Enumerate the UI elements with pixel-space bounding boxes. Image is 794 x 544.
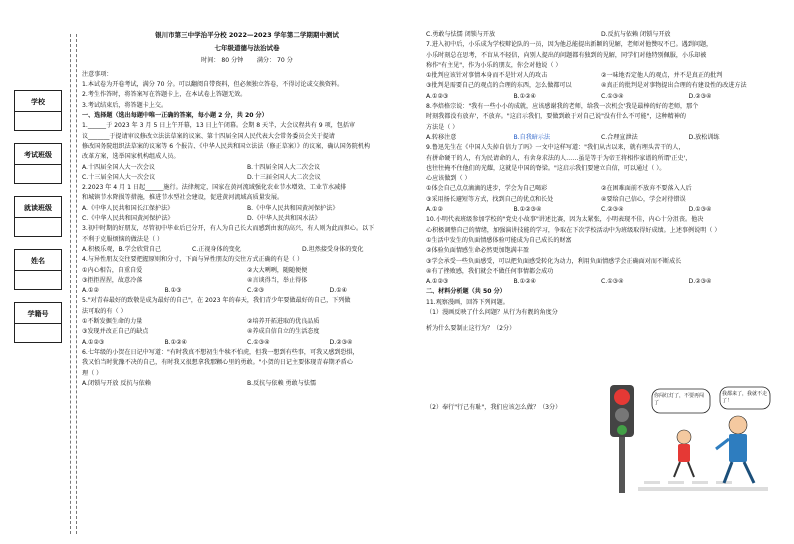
q1-option-d[interactable]: D.十三届全国人大二次会议 — [247, 173, 321, 181]
q2-line-1: 2.2023 年 4 月 1 日起______施行。法律规定，国家在黄河流域强化农业节水增效、工业节水减排 — [82, 184, 347, 192]
score-value: 70 分 — [277, 56, 293, 64]
q4-option-d[interactable]: D.①④ — [329, 287, 348, 295]
q5-items-row1 — [82, 317, 412, 327]
q6-option-b[interactable]: B.反抗与依赖 勇敢与怯懦 — [247, 379, 316, 387]
q4-option-a[interactable]: A.①② — [82, 287, 99, 295]
q10-item-1: ①生活中发生的负面情感体验可能成为自己成长的财富 — [426, 236, 572, 244]
q10-option-d[interactable]: D.②③④ — [688, 278, 712, 286]
q8-option-d[interactable]: D.放松训练 — [688, 133, 720, 141]
section1-title: 一、选择题（选出每题中唯一正确的答案，每小题 2 分，共 20 分） — [82, 112, 268, 120]
q7-items-row2 — [426, 81, 776, 91]
crosswalk — [638, 481, 768, 491]
right-column — [426, 30, 776, 413]
q6-option-d[interactable]: D.反抗与依赖 闭锁与开放 — [601, 31, 671, 38]
q1-options-row1 — [82, 163, 412, 173]
q5-line-2: 法可取的有（ ） — [82, 307, 127, 315]
notice-item-3: 3.考试结束后，将答题卡上交。 — [82, 101, 168, 109]
q8-option-c[interactable]: C.合理宣泄法 — [601, 133, 638, 141]
q8-option-a[interactable]: A.转移注意 — [426, 133, 457, 141]
bubble-text-right — [722, 390, 768, 408]
child-figure — [674, 430, 694, 477]
q3-options — [82, 245, 412, 255]
q10-options — [426, 277, 776, 287]
q2-option-d[interactable]: D.《中华人民共和国水法》 — [247, 215, 321, 223]
time-value: 80 分钟 — [221, 56, 244, 64]
q9-items-row1 — [426, 184, 776, 194]
q7-item-3: ③批判是需要自己的观点的合理的东西，怎么做都可以 — [426, 82, 572, 90]
q8-line-1: 8.李焙格宗说："我有一些小小的成就，应该感谢我的老师，给我一次机会'我是最棒的好的老师，那个 — [426, 103, 699, 111]
name-blank[interactable] — [15, 271, 61, 289]
q9-item-2: ②在困难面前不放弃不要落入人后 — [601, 185, 692, 193]
traffic-light-pole — [619, 437, 625, 493]
notice-title: 注意事项： — [82, 70, 113, 78]
q3-option-c[interactable]: C.正视身体的变化 — [192, 245, 241, 253]
q5-item-3: ③发现并改正自己的缺点 — [82, 328, 149, 336]
q3-option-d[interactable]: D.坦然接受身体的变化 — [302, 245, 364, 253]
left-column — [82, 30, 412, 389]
q5-item-1: ①不断发掘生命的力量 — [82, 318, 143, 326]
q3-option-ab[interactable]: A.积极乐观，B.学会欣赏自己 — [82, 245, 162, 253]
q11-title: 11.观察漫画，回答下列问题。 — [426, 298, 509, 306]
name-field[interactable] — [14, 249, 62, 290]
q6-option-c[interactable]: C.勇敢与怯懦 闭锁与开放 — [426, 31, 496, 38]
q4-item-4: ④言谈得当，举止得体 — [247, 276, 308, 284]
q9-item-4: ④要给自己信心，学会对待错误 — [601, 195, 686, 203]
q6-options-right — [426, 30, 776, 40]
q11-1-line-2: 析为什么要制止这行为？（2分） — [426, 325, 516, 333]
q1-line-4: 改革方案，选举国家机构组成人员。 — [82, 153, 180, 161]
q9-option-d[interactable]: D.①③④ — [688, 206, 712, 214]
q2-options-row2 — [82, 214, 412, 224]
bubble-text-right-content: 我都来了，我就不走了！ — [722, 391, 768, 404]
bubble-text-left-content: 你闯红灯了，不要再闯了 — [654, 393, 705, 406]
notice-item-1: 1.本试卷为开卷考试，满分 70 分。可以翻阅自带资料，但必须独立答卷，不得讨论或交换资料。 — [82, 81, 344, 89]
q2-option-a[interactable]: A.《中华人民共和国长江保护法》 — [82, 204, 174, 212]
q8-option-b[interactable]: B.自我暗示法 — [513, 133, 551, 141]
student-id-field[interactable] — [14, 302, 62, 343]
q6-option-a[interactable]: A.闭锁与开放 反抗与依赖 — [82, 379, 151, 387]
q4-items-row1 — [82, 266, 412, 276]
q7-line-3: 称作"有主见"，作为小乐的朋友，你会对他说（ ） — [426, 61, 562, 69]
green-light-icon — [617, 425, 627, 435]
q4-item-2: ②大大咧咧，随随便便 — [247, 266, 308, 274]
q9-line-4: 心应该做到（ ） — [426, 175, 471, 183]
q6-line-2: 我又怕当时犹豫不决的自己，有时我又很想拿我那颗心里的勇敢。"小贺的日记主要体现青春期矛盾心 — [82, 359, 353, 367]
q10-line-1: 10.小明代表班级参加学校的"党史小故事"讲述比赛，因为太紧张，小明表现不佳，内心十分沮丧。他决 — [426, 216, 704, 224]
student-info-column — [14, 90, 66, 355]
q5-options — [82, 338, 412, 348]
study-class-label: 就读班级 — [15, 197, 61, 218]
q4-item-1: ①内心相告，自重自爱 — [82, 266, 143, 274]
q7-option-d[interactable]: D.②③④ — [688, 92, 712, 100]
traffic-cartoon — [608, 379, 774, 499]
q8-options — [426, 133, 776, 143]
q4-item-3: ③拒拒捏捏，故意冷落 — [82, 276, 143, 284]
q8-line-2: 时刻我都没有放弃'，不放弃。"这启示我们，要做到敢于对自己说"没有什么不可能"，这种精神的 — [426, 113, 686, 121]
q7-items-row1 — [426, 71, 776, 81]
q9-line-1: 9.鲁迅先生在《中国人失掉自信力了吗》一文中这样写道："我们从古以来，就有埋头苦干的人， — [426, 144, 685, 152]
time-label: 时间： — [201, 56, 220, 64]
q7-options — [426, 92, 776, 102]
q9-line-3: 也往往掩不住他们的光耀，这就是中国的脊梁。"这启示我们要建立自信，可以通过（ ）。 — [426, 164, 666, 172]
q3-line-2: 不利于克服烦恼的做法是（ ） — [82, 235, 164, 243]
q1-option-c[interactable]: C.十三届全国人大一次会议 — [82, 173, 156, 181]
q7-line-2: 小乐时刻总在思考，不盲从不轻信，向别人提出的问题都有独到的见解，同学们对他特别佩服，小乐却被 — [426, 51, 707, 59]
q1-line-1: 1.______于 2023 年 3 月 5 日上午开幕，13 日上午闭幕。会期 8 天半，大会议程共有 9 项，包括审 — [82, 122, 356, 130]
q5-items-row2 — [82, 327, 412, 337]
q4-items-row2 — [82, 276, 412, 286]
score-label: 满分： — [256, 56, 276, 64]
exam-title: 七年级道德与法治试卷 — [214, 44, 280, 53]
q2-options-row1 — [82, 204, 412, 214]
q2-line-2: 和城镇节水降损等措施，推进节水型社会建设，促进黄河流域高质量发展。 — [82, 194, 284, 202]
q10-item-2: ②体验负面情感生命必然更加饱满丰盈 — [426, 247, 529, 255]
q9-line-2: 有拼命硬干的人，有为民请命的人，有舍身求法的人……虽是等于为帝王将相作家谱的所谓'正史'， — [426, 154, 692, 162]
red-light-icon — [614, 389, 630, 405]
adult-figure — [716, 416, 754, 483]
q1-line-2: 议_______于提请审议修改立法法草案的议案、第十四届全国人民代表大会常务委员会关于提请 — [82, 132, 335, 140]
q10-option-a[interactable]: A.①②③ — [426, 278, 449, 286]
q5-option-d[interactable]: D.②③④ — [329, 338, 353, 346]
school-field[interactable] — [14, 90, 62, 131]
q9-option-a[interactable]: A.①② — [426, 206, 443, 214]
student-id-blank[interactable] — [15, 324, 61, 342]
bubble-text-left — [654, 392, 708, 412]
q7-option-c[interactable]: C.①③④ — [601, 92, 624, 100]
q6-options-left — [82, 379, 412, 389]
q7-item-1: ①批判应该针对事情本身而不是针对人的攻击 — [426, 72, 548, 80]
q1-option-a[interactable]: A.十四届全国人大一次会议 — [82, 163, 156, 171]
q1-options-row2 — [82, 173, 412, 183]
study-class-field[interactable] — [14, 196, 62, 237]
q7-item-4: ④真正的批判是对事物提出合理的有建设性的改进方法 — [601, 82, 747, 90]
q10-item-4: ④有了挫败感，我们就会不做任何事情都会成功 — [426, 267, 554, 275]
notice-item-2: 2.考生作答时，将答案写在答题卡上，在本试卷上答题无效。 — [82, 91, 247, 99]
exam-class-blank[interactable] — [15, 165, 61, 183]
yellow-light-icon — [615, 408, 629, 422]
q2-option-c[interactable]: C.《中华人民共和国黄河保护法》 — [82, 215, 174, 223]
school-blank[interactable] — [15, 112, 61, 130]
q5-item-4: ④养成自信自立的生活态度 — [247, 328, 320, 336]
q5-item-2: ②培养开拓进取的优良品质 — [247, 318, 320, 326]
q11-2: （2）奉行"行己有耻"，我们应该怎么做？（3分） — [426, 403, 562, 411]
q5-option-a[interactable]: A.①②③ — [82, 338, 105, 346]
section2-title: 二、材料分析题（共 50 分） — [426, 288, 506, 296]
q7-option-b[interactable]: B.①②④ — [513, 92, 537, 100]
q6-line-1: 6.七年级的小贺在日记中写道："有时我真不想初生牛犊不怕虎，但我一想到有些事，可我又感到恐惧， — [82, 348, 359, 356]
q5-option-b[interactable]: B.①②④ — [164, 338, 188, 346]
school-title: 银川市第三中学治平分校 2022—2023 学年第二学期期中测试 — [155, 31, 339, 39]
study-class-blank[interactable] — [15, 218, 61, 236]
q4-option-b[interactable]: B.①③ — [164, 287, 182, 295]
q2-option-b[interactable]: B.《中华人民共和国黄河保护法》 — [247, 204, 339, 212]
q7-line-1: 7.进入初中后，小乐成为学校辩论队的一员，因为他总能提出新颖的见解，老师对他赞叹不已。遇到问题， — [426, 41, 713, 49]
q4-option-c[interactable]: C.②③ — [247, 287, 265, 295]
q4-line-1: 4.与异性朋友交往要把握原则和分寸，下面与异性朋友的交往方式正确的有是（ ） — [82, 256, 304, 264]
q5-line-1: 5."对青春最好的致敬是成为最好的自己"，在 2023 年的春天，我们青少年要做最好的自己，下列做 — [82, 297, 351, 305]
q10-item-3: ③学会承受一些负面感受，可以把负面感受转化为动力，利用负面情感学会正确面对而不断成长 — [426, 257, 682, 265]
q9-items-row2 — [426, 195, 776, 205]
q1-option-b[interactable]: B.十四届全国人大二次会议 — [247, 163, 321, 171]
q3-line-1: 3.初中时期的好朋友，尽管初中毕业后已分开，有人为自己长大而感到由衷的高兴，有人则为此而担心。以下 — [82, 225, 375, 233]
q6-line-3: 理（ ） — [82, 369, 103, 377]
q9-item-3: ③采用扬长避短等方式，找到自己的优点和长处 — [426, 195, 554, 203]
q9-item-1: ①体会自己点点滴滴的进步，学会为自己喝彩 — [426, 185, 548, 193]
binding-line — [70, 34, 71, 534]
q10-option-b[interactable]: B.①②④ — [513, 278, 537, 286]
name-label: 姓名 — [15, 250, 61, 271]
q7-option-a[interactable]: A.①②③ — [426, 92, 449, 100]
student-id-label: 学籍号 — [15, 303, 61, 324]
q9-option-b[interactable]: B.①②③④ — [513, 206, 542, 214]
exam-class-label: 考试班级 — [15, 144, 61, 165]
q9-option-c[interactable]: C.②③④ — [601, 206, 624, 214]
q9-options — [426, 205, 776, 215]
q1-line-3: 修改国务院组织法草案的议案等 6 个报告、《中华人民共和国立法法（修正草案）》的议案，确认国务院机构 — [82, 142, 371, 150]
q7-item-2: ②一味地否定他人的观点，并不是真正的批判 — [601, 72, 723, 80]
exam-meta — [82, 56, 412, 66]
q11-1-line-1: （1）漫画反映了什么问题？从行为有靓的角度分 — [426, 309, 558, 317]
q10-line-2: 心积极调整自己的情绪，加强演讲技能的学习，争取在下次学校活动中为班级取得好成绩。上述事例说明（ ） — [426, 226, 721, 234]
school-label: 学校 — [15, 91, 61, 112]
binding-line-inner — [76, 34, 77, 534]
q5-option-c[interactable]: C.①③④ — [247, 338, 270, 346]
q8-line-3: 方法是（ ） — [426, 123, 459, 131]
q4-options — [82, 286, 412, 296]
q10-option-c[interactable]: C.①③④ — [601, 278, 624, 286]
exam-class-field[interactable] — [14, 143, 62, 184]
